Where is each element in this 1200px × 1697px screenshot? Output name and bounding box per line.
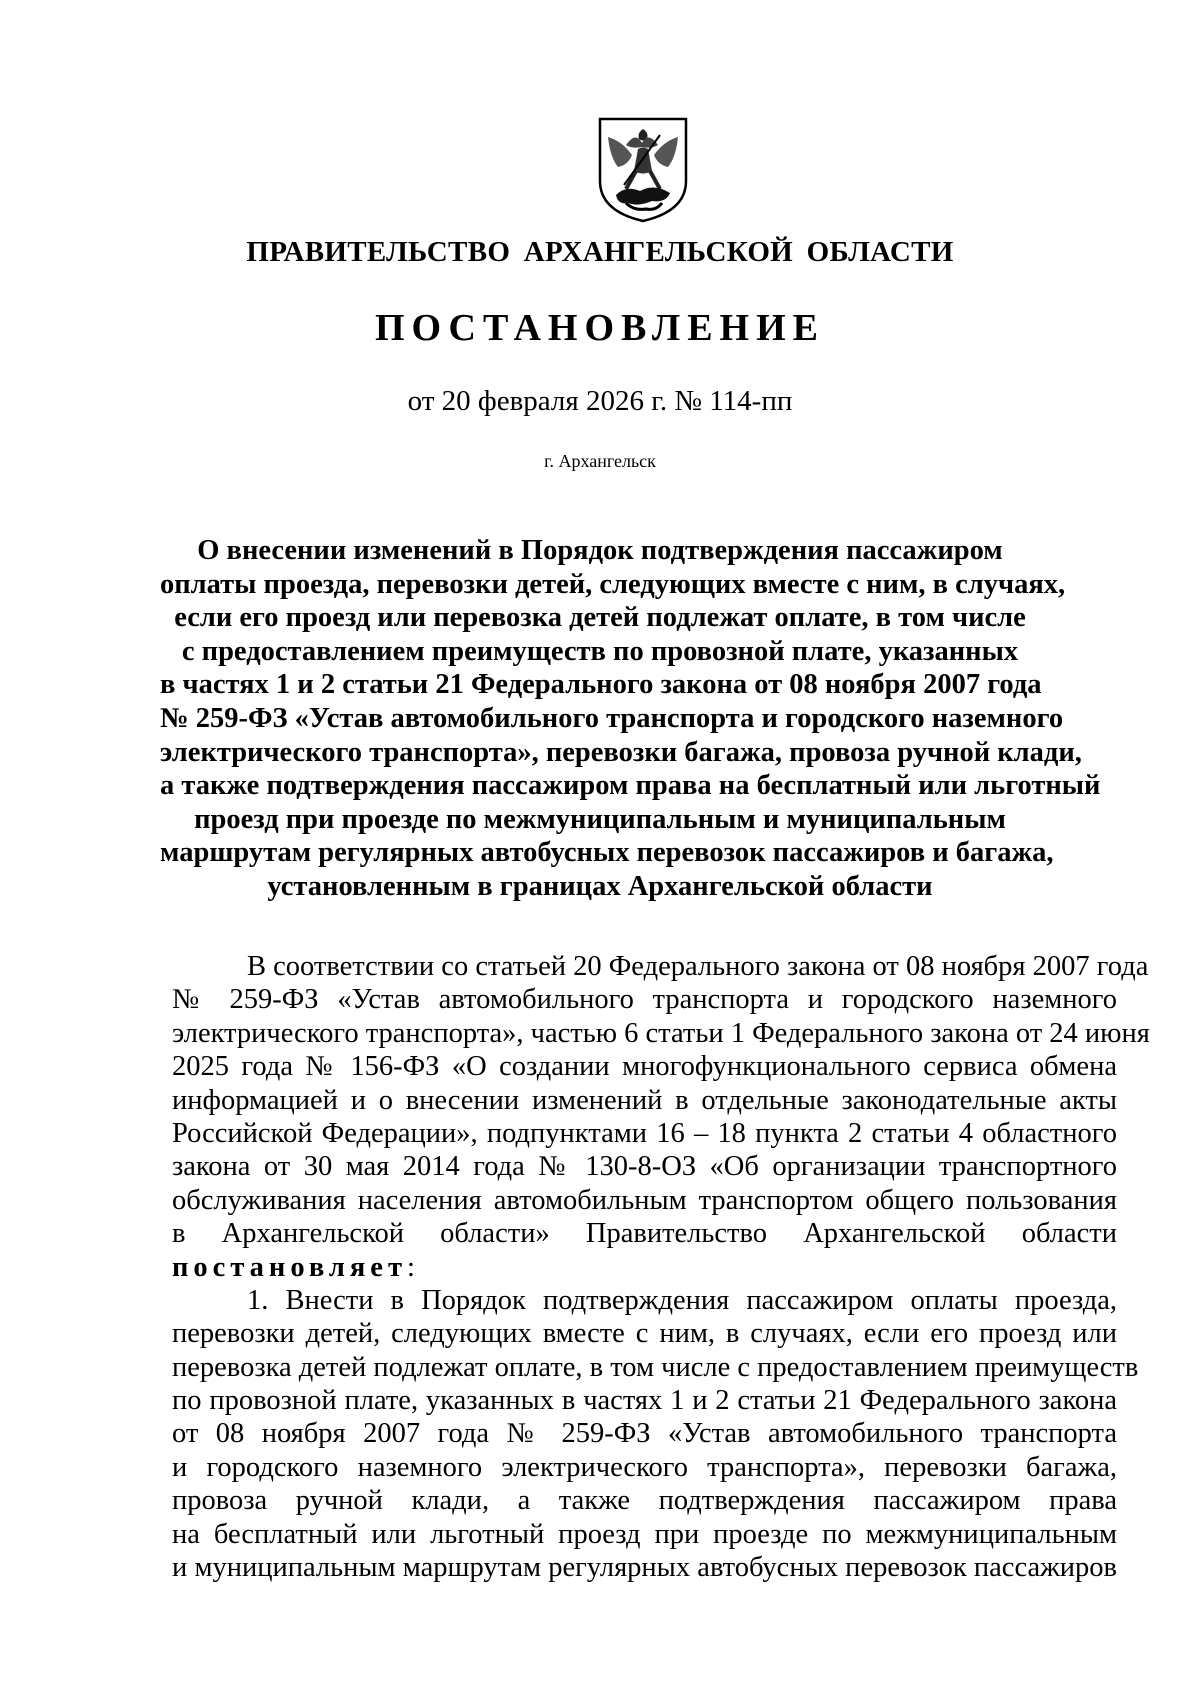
title-line: установленным в границах Архангельской области [267, 870, 933, 902]
government-name: ПРАВИТЕЛЬСТВО АРХАНГЕЛЬСКОЙ ОБЛАСТИ [246, 236, 954, 268]
title-line: № 259-ФЗ «Устав автомобильного транспорта и городского наземного [160, 702, 1064, 734]
preamble-line: Российской Федерации», подпунктами 16 – 18 пункта 2 статьи 4 областного [172, 1117, 1117, 1149]
decree-word: постановляет [172, 1251, 407, 1283]
title-line: О внесении изменений в Порядок подтверждения пассажиром [197, 535, 1003, 566]
item1-line: и муниципальным маршрутам регулярных автобусных перевозок пассажиров [172, 1552, 1117, 1584]
preamble-line: информацией и о внесении изменений в отдельные законодательные акты [172, 1084, 1117, 1116]
item1-line: перевозки детей, следующих вместе с ним, в случаях, если его проезд или [172, 1318, 1117, 1350]
document-title [160, 534, 1101, 904]
item1-line: от 08 ноября 2007 года № 259-ФЗ «Устав автомобильного транспорта [172, 1418, 1117, 1450]
preamble-line: электрического транспорта», частью 6 статьи 1 Федерального закона от 24 июня [172, 1017, 1150, 1049]
title-line: с предоставлением преимуществ по провозной плате, указанных [181, 635, 1019, 667]
preamble-line: 2025 года № 156-ФЗ «О создании многофункционального сервиса обмена [172, 1051, 1117, 1083]
item1-line: на бесплатный или льготный проезд при проезде по межмуниципальным [172, 1518, 1117, 1550]
item1-line: и городского наземного электрического транспорта», перевозки багажа, [172, 1451, 1117, 1483]
item1-line: провоза ручной клади, а также подтверждения пассажиром права [172, 1485, 1117, 1517]
document-type: ПОСТАНОВЛЕНИЕ [374, 307, 826, 349]
archangelsk-coat-of-arms-icon [596, 115, 690, 225]
preamble-line: № 259-ФЗ «Устав автомобильного транспорта и городского наземного [172, 984, 1117, 1016]
title-line: в частях 1 и 2 статьи 21 Федерального закона от 08 ноября 2007 года [160, 669, 1042, 701]
title-line: оплаты проезда, перевозки детей, следующих вместе с ним, в случаях, [160, 568, 1066, 600]
preamble-line: обслуживания населения автомобильным транспортом общего пользования [172, 1184, 1117, 1216]
preamble-line: В соответствии со статьей 20 Федерального закона от 08 ноября 2007 года [247, 951, 1149, 982]
document-body [172, 950, 1150, 1584]
preamble-line: закона от 30 мая 2014 года № 130-8-ОЗ «Об организации транспортного [172, 1151, 1117, 1183]
item1-line: по провозной плате, указанных в частях 1 и 2 статьи 21 Федерального закона [172, 1385, 1117, 1417]
date-and-number: от 20 февраля 2026 г. № 114-пп [407, 385, 793, 417]
title-line: если его проезд или перевозка детей подлежат оплате, в том числе [174, 602, 1026, 634]
title-line: электрического транспорта», перевозки багажа, провоза ручной клади, [160, 736, 1082, 768]
decree-line [172, 1251, 1117, 1284]
item1-line: 1. Внести в Порядок подтверждения пассажиром оплаты проезда, [247, 1284, 1117, 1316]
decree-colon: : [406, 1251, 415, 1283]
title-line: маршрутам регулярных автобусных перевозок пассажиров и багажа, [160, 837, 1054, 869]
title-line: а также подтверждения пассажиром права на бесплатный или льготный [160, 770, 1101, 802]
preamble-line: в Архангельской области» Правительство Архангельской области [172, 1218, 1117, 1250]
item1-line: перевозка детей подлежат оплате, в том числе с предоставлением преимуществ [172, 1351, 1139, 1383]
title-line: проезд при проезде по межмуниципальным и муниципальным [194, 803, 1006, 835]
city: г. Архангельск [544, 451, 656, 471]
